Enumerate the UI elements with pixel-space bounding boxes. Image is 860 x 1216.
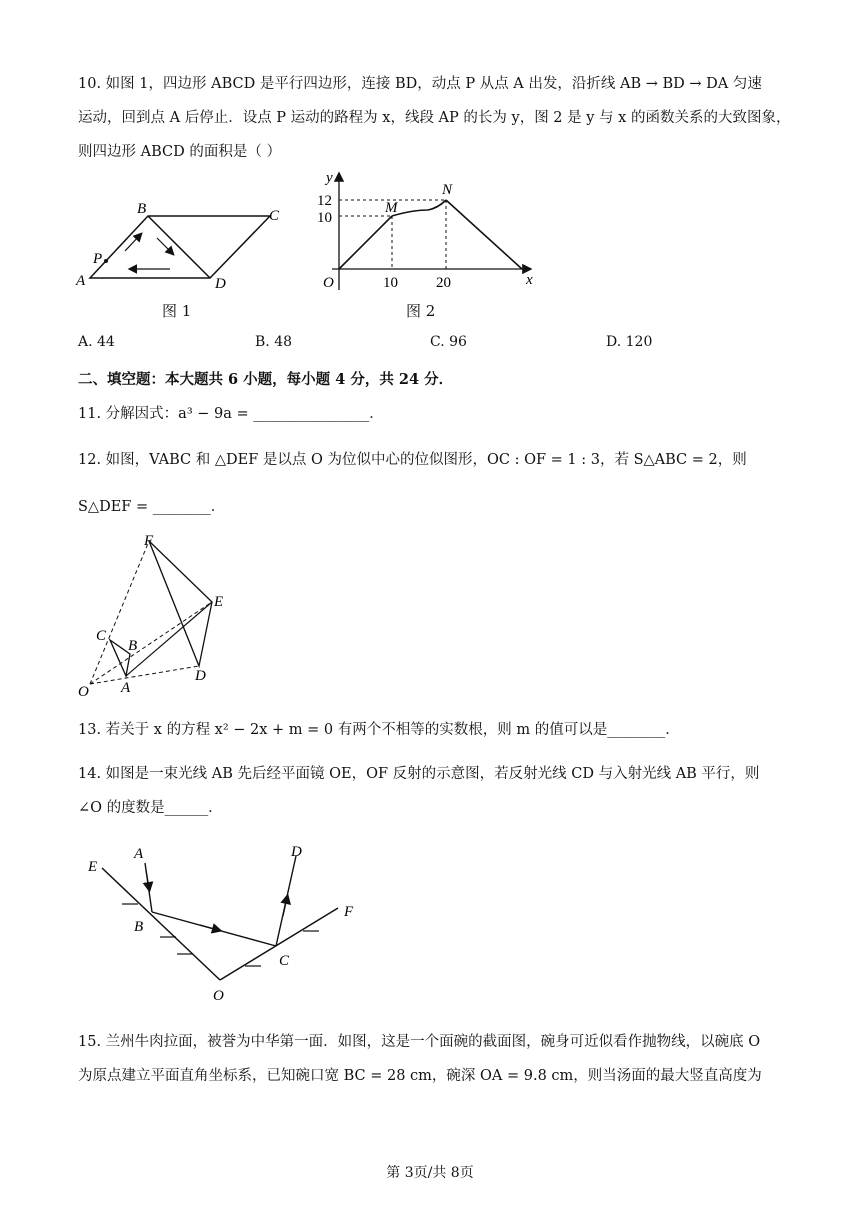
label-o: O [323,275,334,291]
q12-figure [74,532,234,702]
mirror-of [220,908,338,980]
label-f: F [144,533,154,549]
graph-segment-n-end [446,200,522,269]
q14-line1: 14. 如图是一束光线 AB 先后经平面镜 OE，OF 反射的示意图，若反射光线 CD 与入射光线 AB 平行，则 [78,766,760,782]
label-d: D [215,276,226,292]
mirror-oe [102,868,220,980]
q13-text: 13. 若关于 x 的方程 x² − 2x + m = 0 有两个不相等的实数根，则 m 的值可以是________． [78,722,680,738]
arrow-bd [157,238,173,254]
ray-od [90,666,199,684]
label-b: B [134,919,144,935]
graph-segment-om [339,216,392,269]
label-a: A [134,846,144,862]
q11-text: 11. 分解因式：a³ − 9a = ________________． [78,406,384,422]
q10-line2: 运动，回到点 A 后停止．设点 P 运动的路程为 x，线段 AP 的长为 y，图 2 是 y 与 x 的函数关系的大致图象， [78,110,791,126]
option-c: C. 96 [430,334,467,350]
option-d: D. 120 [606,334,653,350]
q15-line2: 为原点建立平面直角坐标系，已知碗口宽 BC = 28 cm，碗深 OA = 9.8 cm，则当汤面的最大竖直高度为 [78,1068,762,1084]
tick-x10: 10 [383,275,398,291]
q10-fig1-caption: 图 1 [162,302,192,320]
graph-curve-mn [392,200,446,216]
q14-figure [80,838,380,1008]
label-o: O [213,988,224,1004]
label-c: C [96,628,107,644]
label-e: E [88,859,98,875]
tick-x20: 20 [436,275,451,291]
q12-line1: 12. 如图，VABC 和 △DEF 是以点 O 为位似中心的位似图形，OC : OF = 1 : 3，若 S△ABC = 2，则 [78,452,747,468]
q12-line2: S△DEF = ________． [78,499,226,515]
label-d: D [291,844,302,860]
label-p: P [93,251,103,267]
page-footer: 第 3页/共 8页 [386,1165,474,1181]
option-b: B. 48 [255,334,293,350]
point-p [104,259,108,263]
q10-figure1 [75,196,295,296]
label-m: M [385,200,398,216]
label-n: N [442,182,453,198]
label-a: A [121,680,131,696]
section-header-fill-in: 二、填空题：本大题共 6 小题，每小题 4 分，共 24 分． [78,371,454,388]
label-o: O [78,684,89,700]
label-c: C [269,208,280,224]
segment-fd [149,541,199,666]
tick-y10: 10 [317,210,332,226]
q15-line1: 15. 兰州牛肉拉面，被誉为中华第一面．如图，这是一个面碗的截面图，碗身可近似看作抛物线，以碗底 O [78,1034,761,1050]
label-a: A [76,273,86,289]
label-f: F [344,904,354,920]
arrow-ab [125,234,141,251]
triangle-abc [110,640,130,676]
label-d: D [195,668,206,684]
label-x: x [526,272,533,288]
label-b: B [128,638,138,654]
label-c: C [279,953,290,969]
q10-fig2-caption: 图 2 [406,302,436,320]
q10-line3: 则四边形 ABCD 的面积是（ ） [78,144,281,160]
ray-oe [90,602,212,684]
label-y: y [326,170,333,186]
label-e: E [214,594,224,610]
tick-y12: 12 [317,193,332,209]
q10-figure2 [312,166,548,294]
option-a: A. 44 [78,334,115,350]
label-b: B [137,201,147,217]
triangle-def [149,541,212,666]
q14-line2: ∠O 的度数是______． [78,800,223,816]
q10-line1: 10. 如图 1，四边形 ABCD 是平行四边形，连接 BD，动点 P 从点 A 出发，沿折线 AB → BD → DA 匀速 [78,76,762,92]
